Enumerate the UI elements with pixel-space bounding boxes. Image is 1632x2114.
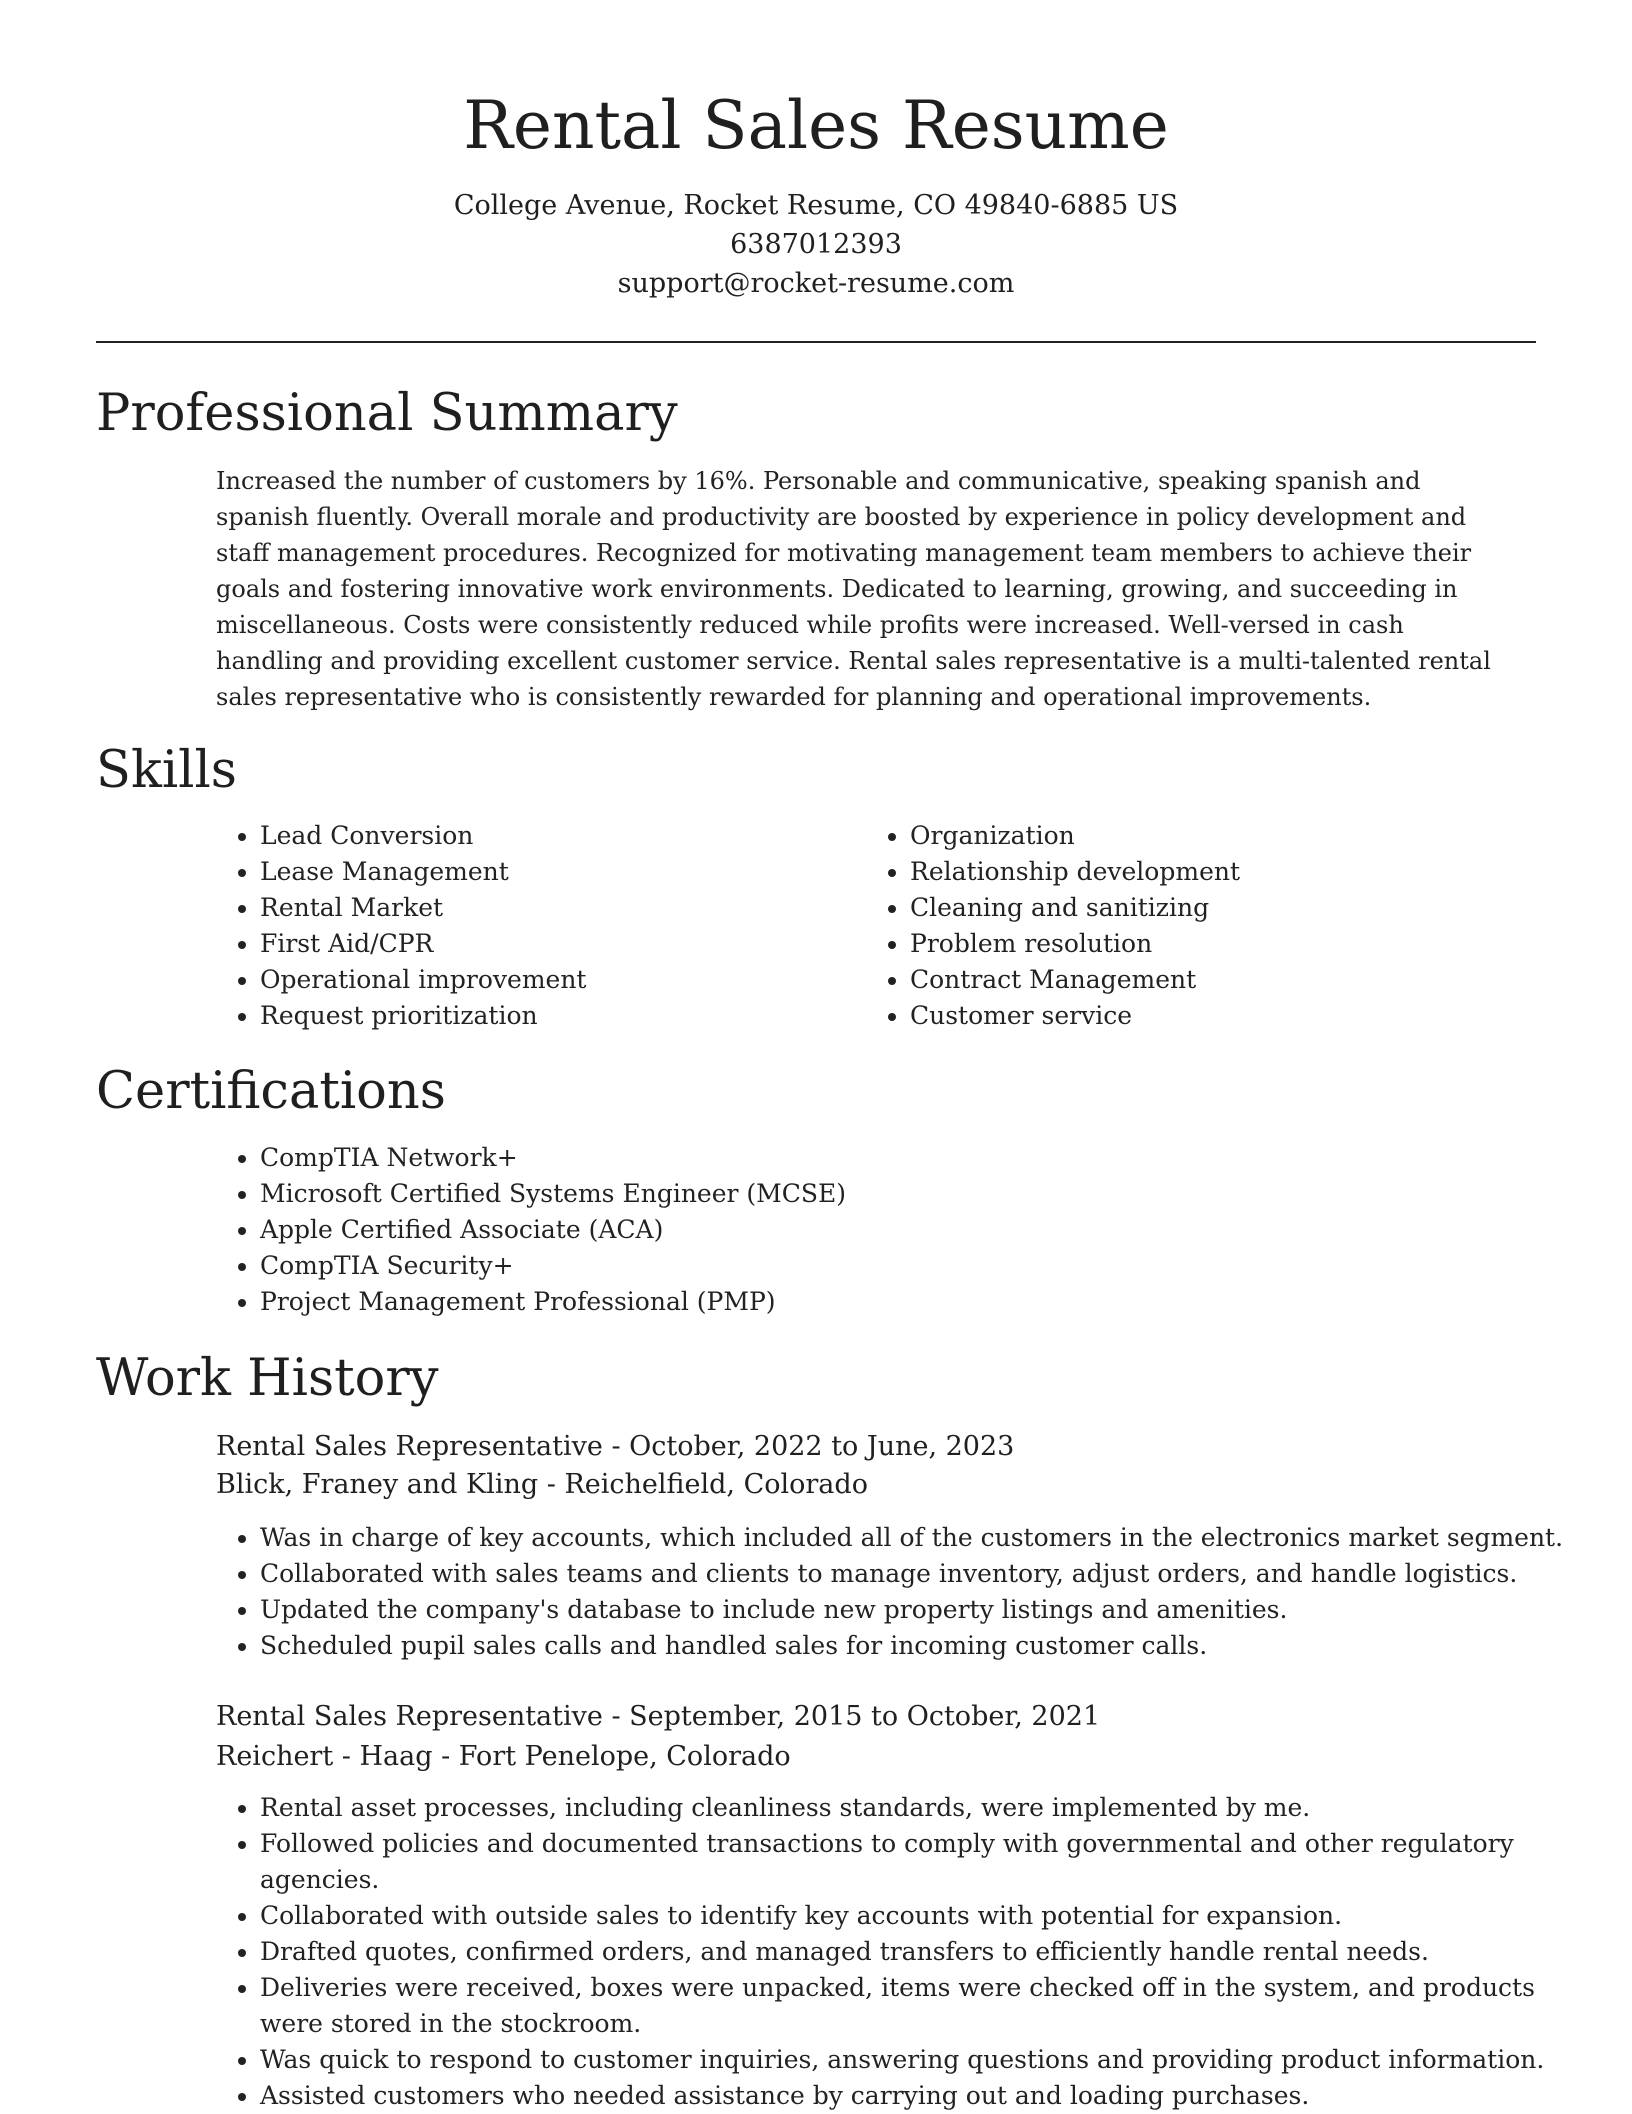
job-role: Rental Sales Representative (216, 1431, 603, 1462)
skills-list-right (866, 818, 1550, 1034)
work-history-heading: Work History (96, 1349, 439, 1408)
job-role: Rental Sales Representative (216, 1701, 603, 1732)
job-bullets (216, 1790, 1580, 2114)
skill-item: • Request prioritization (260, 998, 860, 1034)
job-bullet: • Scheduled pupil sales calls and handled sales for incoming customer calls. (260, 1628, 1580, 1664)
summary-heading: Professional Summary (96, 384, 678, 443)
job-location: - Reichelfield, Colorado (538, 1469, 868, 1500)
certification-item: • CompTIA Network+ (260, 1140, 1560, 1176)
summary-text: Increased the number of customers by 16%. Personable and communicative, speaking spanish and spanish fluently. Overall morale and productivity are boosted by experience in policy development and staff management procedures. Recognized for motivating management team members to achieve their goals and fostering innovative work environments. Dedicated to learning, growing, and succeeding in miscellaneous. Costs were consistently reduced while profits were increased. Well-versed in cash handling and providing excellent customer service. Rental sales representative is a multi-talented rental sales representative who is consistently rewarded for planning and operational improvements. (216, 467, 1491, 711)
skill-item: • Rental Market (260, 890, 860, 926)
job-dates: - September, 2015 to October, 2021 (602, 1701, 1101, 1732)
job-company: Reichert - Haag (216, 1741, 433, 1772)
skill-item: • Problem resolution (910, 926, 1550, 962)
certification-item: • Project Management Professional (PMP) (260, 1284, 1560, 1320)
header-divider (96, 341, 1536, 343)
job-bullet: • Followed policies and documented transactions to comply with governmental and other regulatory agencies. (260, 1826, 1580, 1898)
job-bullet: • Deliveries were received, boxes were unpacked, items were checked off in the system, and products were stored in the stockroom. (260, 1970, 1580, 2042)
certifications-list (216, 1140, 1560, 1320)
skills-list-left (216, 818, 860, 1034)
skill-item: • Customer service (910, 998, 1550, 1034)
skill-item: • Cleaning and sanitizing (910, 890, 1550, 926)
job-title-line (216, 1427, 1014, 1466)
job-location: - Fort Penelope, Colorado (432, 1741, 791, 1772)
job-bullet: • Rental asset processes, including cleanliness standards, were implemented by me. (260, 1790, 1580, 1826)
skill-item: • Operational improvement (260, 962, 860, 998)
certifications-heading: Certifications (96, 1062, 446, 1121)
job-bullet: • Collaborated with sales teams and clients to manage inventory, adjust orders, and handle logistics. (260, 1556, 1580, 1592)
job-company-line (216, 1465, 868, 1504)
job-company-line (216, 1737, 791, 1776)
job-bullet: • Was in charge of key accounts, which included all of the customers in the electronics market segment. (260, 1520, 1580, 1556)
job-dates: - October, 2022 to June, 2023 (602, 1431, 1015, 1462)
contact-email: support@rocket-resume.com (617, 268, 1015, 299)
skill-item: • Relationship development (910, 854, 1550, 890)
skill-item: • First Aid/CPR (260, 926, 860, 962)
skills-heading: Skills (96, 741, 237, 800)
skill-item: • Lease Management (260, 854, 860, 890)
job-title-line (216, 1697, 1100, 1736)
certification-item: • CompTIA Security+ (260, 1248, 1560, 1284)
certification-item: • Microsoft Certified Systems Engineer (MCSE) (260, 1176, 1560, 1212)
skill-item: • Organization (910, 818, 1550, 854)
job-bullet: • Collaborated with outside sales to identify key accounts with potential for expansion. (260, 1898, 1580, 1934)
resume-header (96, 80, 1536, 303)
skill-item: • Lead Conversion (260, 818, 860, 854)
skill-item: • Contract Management (910, 962, 1550, 998)
job-bullet: • Assisted customers who needed assistance by carrying out and loading purchases. (260, 2078, 1580, 2114)
job-bullet: • Updated the company's database to include new property listings and amenities. (260, 1592, 1580, 1628)
job-bullets (216, 1520, 1580, 1664)
resume-title: Rental Sales Resume (463, 87, 1169, 164)
job-bullet: • Was quick to respond to customer inquiries, answering questions and providing product information. (260, 2042, 1580, 2078)
job-bullet: • Drafted quotes, confirmed orders, and managed transfers to efficiently handle rental needs. (260, 1934, 1580, 1970)
job-company: Blick, Franey and Kling (216, 1469, 539, 1500)
contact-address: College Avenue, Rocket Resume, CO 49840-6885 US (453, 190, 1179, 221)
certification-item: • Apple Certified Associate (ACA) (260, 1212, 1560, 1248)
contact-phone: 6387012393 (730, 229, 902, 260)
